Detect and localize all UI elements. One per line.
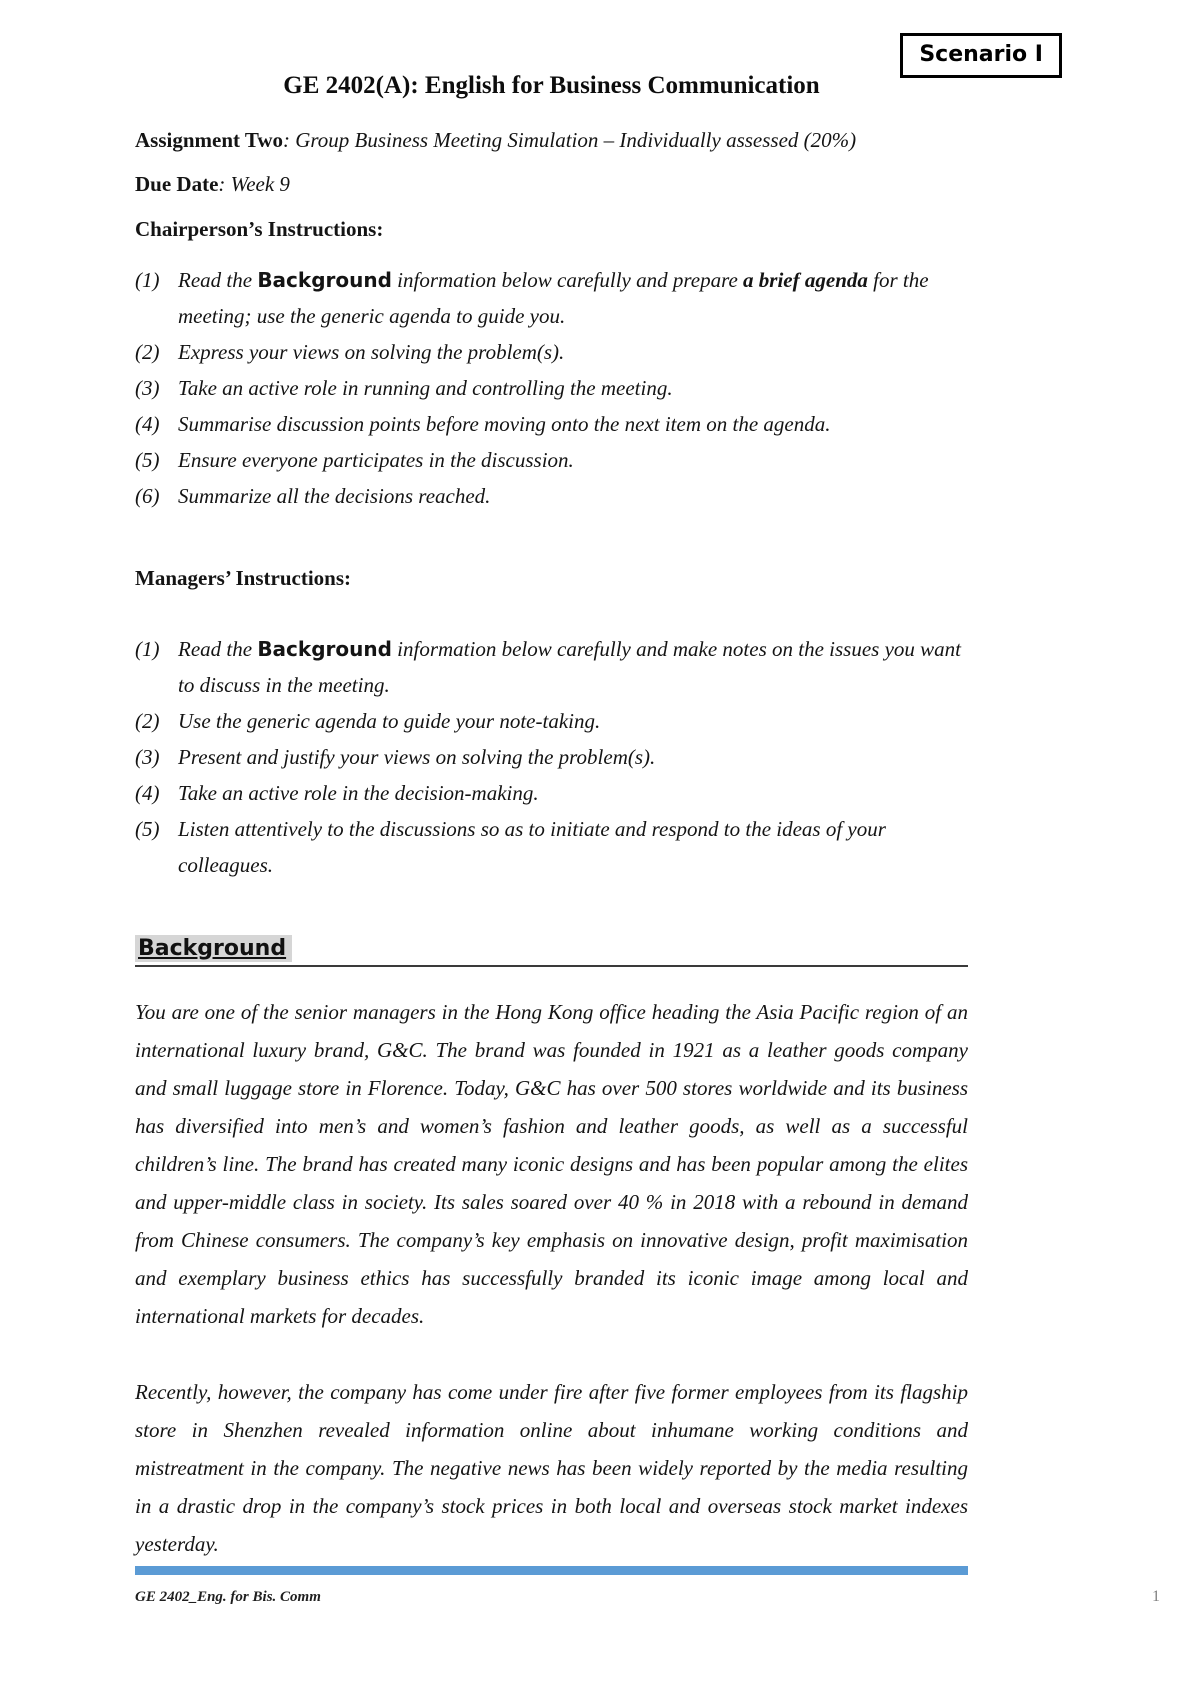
due-date-text: : Week 9 (218, 172, 290, 197)
text-segment: for the meeting; use the generic agenda to guide you. (178, 267, 929, 328)
list-item (135, 775, 968, 811)
assignment-line (135, 126, 968, 154)
list-item-text: Summarize all the decisions reached. (178, 483, 491, 508)
list-item-number: (1) (135, 267, 160, 292)
list-item-number: (2) (135, 708, 160, 733)
list-item (135, 334, 968, 370)
managers-instructions-list (135, 631, 968, 883)
list-item-text: Take an active role in running and controlling the meeting. (178, 375, 673, 400)
due-date-label: Due Date (135, 172, 219, 197)
list-item-number: (3) (135, 744, 160, 769)
background-paragraph-1: You are one of the senior managers in the Hong Kong office heading the Asia Pacific region of an international luxury brand, G&C. The brand was founded in 1921 as a leather goods company and small luggage store in Florence. Today, G&C has over 500 stores worldwide and its business has diversified into men’s and women’s fashion and leather goods, as well as a successful children’s line. The brand has created many iconic designs and has been popular among the elites and upper-middle class in society. Its sales soared over 40 % in 2018 with a rebound in demand from Chinese consumers. The company’s key emphasis on innovative design, profit maximisation and exemplary business ethics has successfully branded its iconic image among local and international markets for decades. (135, 999, 968, 1328)
background-keyword: Background (257, 267, 392, 292)
agenda-keyword: a brief agenda (743, 267, 868, 292)
chairperson-heading: Chairperson’s Instructions: (135, 216, 384, 241)
page-footer (135, 1588, 1160, 1606)
scenario-badge-label: Scenario I (919, 42, 1043, 67)
background-heading-rule (135, 935, 968, 967)
page-title: GE 2402(A): English for Business Communication (283, 72, 820, 99)
assignment-label: Assignment Two (135, 128, 283, 152)
list-item-text: Summarise discussion points before moving onto the next item on the agenda. (178, 411, 831, 436)
list-item-number: (5) (135, 447, 160, 472)
footer-page-number: 1 (1152, 1588, 1160, 1605)
scenario-badge (900, 33, 1062, 78)
list-item (135, 811, 968, 883)
text-segment: Read the (178, 267, 258, 292)
list-item-number: (1) (135, 636, 160, 661)
footer-divider-bar (135, 1566, 968, 1575)
list-item-number: (5) (135, 816, 160, 841)
due-date-line (135, 170, 968, 198)
list-item (135, 370, 968, 406)
list-item-number: (2) (135, 339, 160, 364)
list-item (135, 631, 968, 703)
chairperson-instructions-list (135, 262, 968, 514)
list-item-text: Ensure everyone participates in the discussion. (178, 447, 574, 472)
list-item (135, 442, 968, 478)
list-item-text: Take an active role in the decision-making. (178, 780, 539, 805)
background-heading: Background (135, 935, 292, 962)
managers-heading: Managers’ Instructions: (135, 565, 352, 590)
footer-course-label: GE 2402_Eng. for Bis. Comm (135, 1589, 321, 1605)
list-item-number: (4) (135, 411, 160, 436)
list-item (135, 406, 968, 442)
list-item (135, 478, 968, 514)
list-item-text: Listen attentively to the discussions so as to initiate and respond to the ideas of your colleagues. (178, 816, 886, 877)
background-paragraph-2: Recently, however, the company has come under fire after five former employees from its flagship store in Shenzhen revealed information online about inhumane working conditions and mistreatment in the company. The negative news has been widely reported by the media resulting in a drastic drop in the company’s stock prices in both local and overseas stock market indexes yesterday. (135, 1379, 968, 1556)
list-item-text: Use the generic agenda to guide your note-taking. (178, 708, 601, 733)
text-segment: information below carefully and prepare (391, 267, 744, 292)
list-item-number: (6) (135, 483, 160, 508)
text-segment: information below carefully and make notes on the issues you want to discuss in the meeting. (178, 636, 961, 697)
list-item (135, 262, 968, 334)
list-item-text (178, 262, 968, 334)
list-item-number: (3) (135, 375, 160, 400)
text-segment: Read the (178, 636, 258, 661)
list-item (135, 739, 968, 775)
background-keyword: Background (257, 636, 392, 661)
list-item-number: (4) (135, 780, 160, 805)
list-item (135, 703, 968, 739)
list-item-text: Express your views on solving the problem(s). (178, 339, 565, 364)
list-item-text: Present and justify your views on solving the problem(s). (178, 744, 656, 769)
assignment-text: : Group Business Meeting Simulation – Individually assessed (20%) (283, 128, 857, 152)
list-item-text (178, 631, 968, 703)
